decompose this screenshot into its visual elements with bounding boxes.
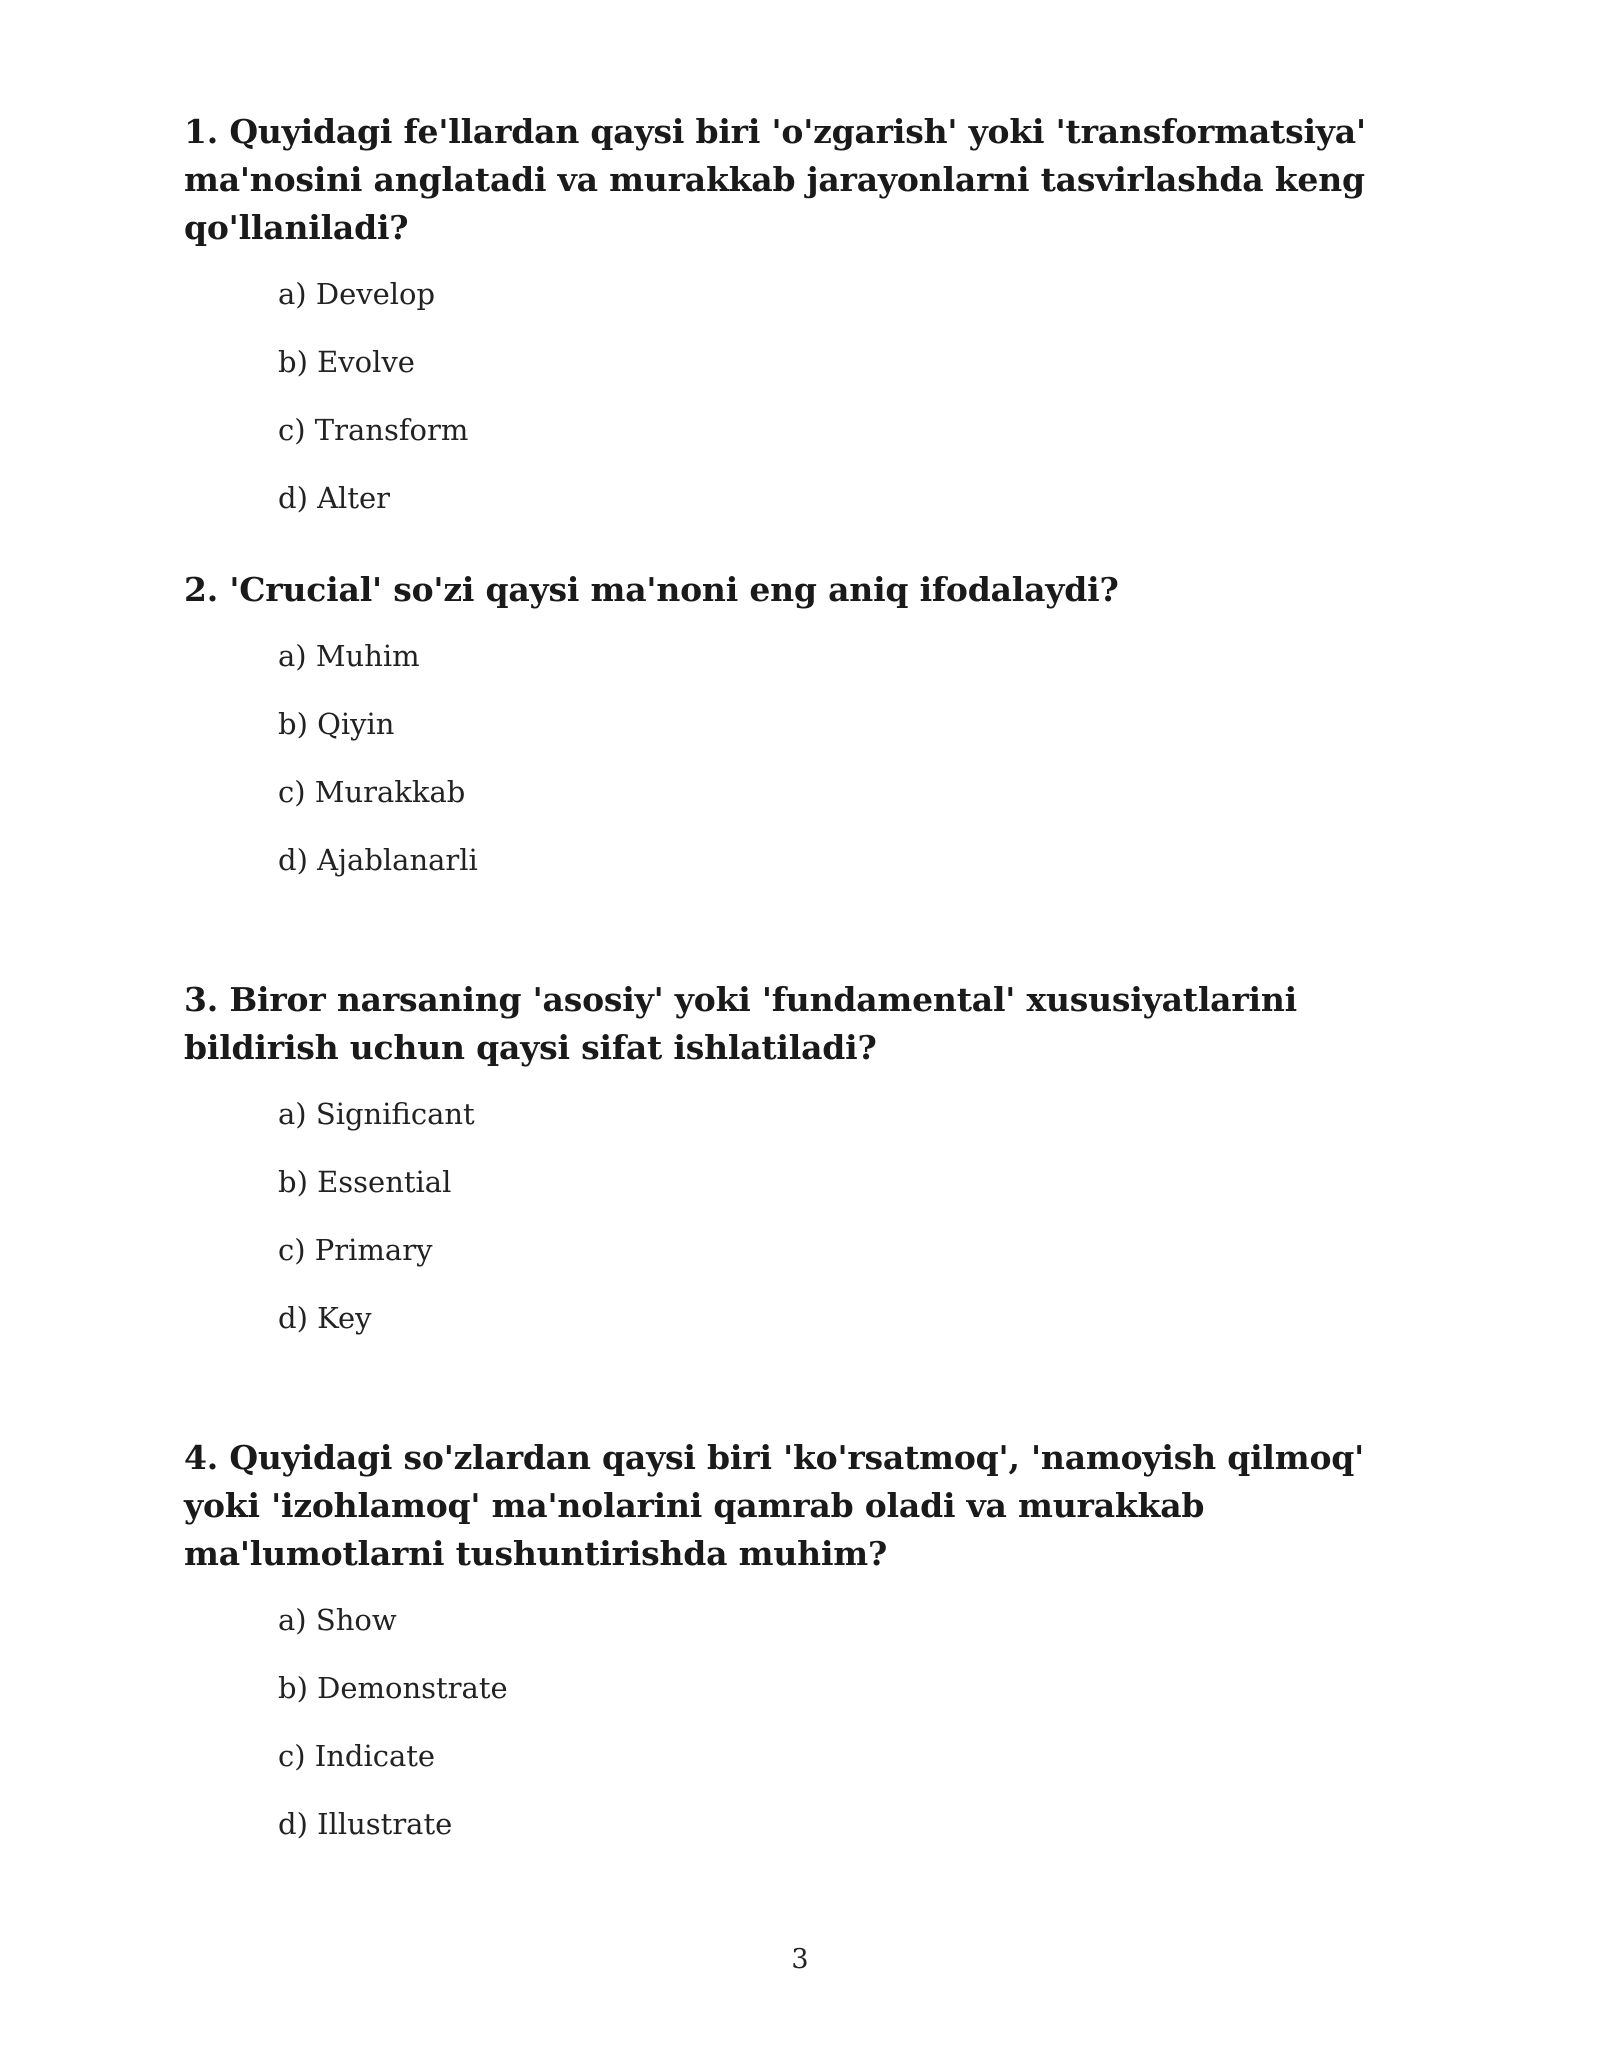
option-c: c) Murakkab (278, 775, 466, 809)
question-text: 3. Biror narsaning 'asosiy' yoki 'fundamental' xususiyatlarini bildirish uchun qaysi sifat ishlatiladi? (184, 980, 1298, 1067)
option-d: d) Key (278, 1301, 372, 1335)
option-a: a) Develop (278, 277, 436, 311)
question-text: 1. Quyidagi fe'llardan qaysi biri 'o'zgarish' yoki 'transformatsiya' ma'nosini anglatadi va murakkab jarayonlarni tasvirlashda keng qo'llaniladi? (184, 112, 1366, 247)
option-b: b) Essential (278, 1165, 452, 1199)
question-3 (184, 976, 1434, 1366)
answer-options (278, 1600, 1528, 1872)
question-1 (184, 108, 1434, 546)
answer-options (278, 1094, 1528, 1366)
option-d: d) Alter (278, 481, 390, 515)
question-text: 2. 'Crucial' so'zi qaysi ma'noni eng aniq ifodalaydi? (184, 570, 1119, 609)
answer-options (278, 274, 1528, 546)
answer-options (278, 636, 1528, 908)
option-c: c) Indicate (278, 1739, 436, 1773)
option-b: b) Qiyin (278, 707, 395, 741)
option-c: c) Transform (278, 413, 469, 447)
question-text: 4. Quyidagi so'zlardan qaysi biri 'ko'rsatmoq', 'namoyish qilmoq' yoki 'izohlamoq' ma'nolarini qamrab oladi va murakkab ma'lumotlarni tushuntirishda muhim? (184, 1438, 1365, 1573)
page-number: 3 (791, 1944, 809, 1975)
option-b: b) Evolve (278, 345, 415, 379)
option-c: c) Primary (278, 1233, 433, 1267)
option-b: b) Demonstrate (278, 1671, 508, 1705)
option-d: d) Illustrate (278, 1807, 453, 1841)
option-d: d) Ajablanarli (278, 843, 478, 877)
option-a: a) Show (278, 1603, 397, 1637)
option-a: a) Muhim (278, 639, 420, 673)
question-2 (184, 566, 1434, 908)
question-4 (184, 1434, 1434, 1872)
option-a: a) Significant (278, 1097, 475, 1131)
